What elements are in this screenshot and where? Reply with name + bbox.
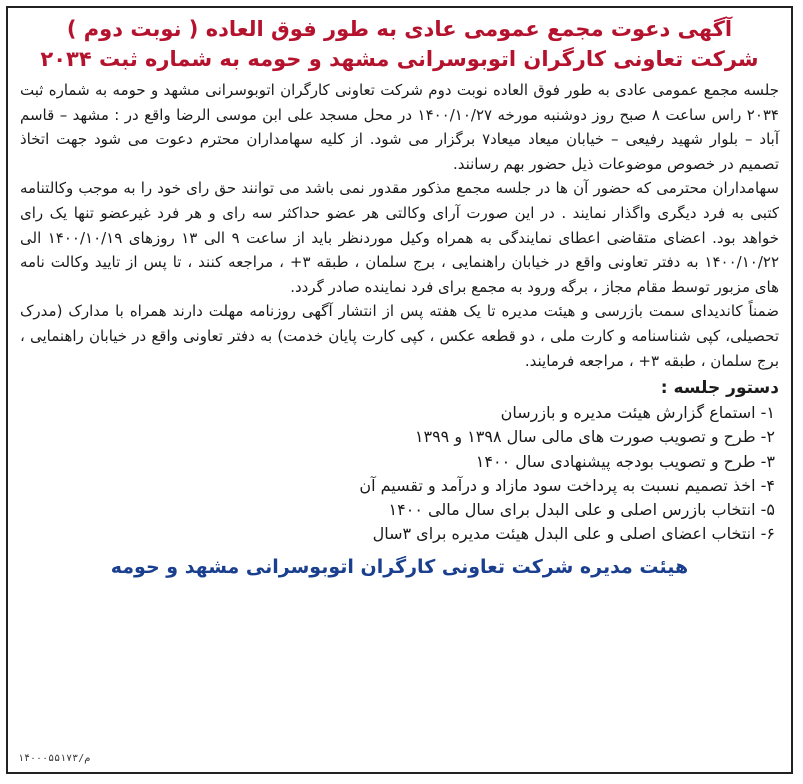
agenda-list <box>20 401 779 546</box>
candidates-paragraph: ضمناً کاندیدای سمت بازرسی و هیئت مدیره تا یک هفته پس از انتشار آگهی روزنامه مهلت دارند همراه با مدارک (مدرک تحصیلی، کپی شناسنامه و کارت ملی ، دو قطعه عکس ، کپی کارت پایان خدمت) به دفتر تعاونی واقع در خیابان راهنمایی ، برج سلمان ، طبقه ۳+ ، مراجعه فرمایند. <box>20 302 779 370</box>
notice-subheadline: شرکت تعاونی کارگران اتوبوسرانی مشهد و حومه به شماره ثبت ۲۰۳۴ <box>40 47 759 71</box>
notice-headline: آگهی دعوت مجمع عمومی عادی به طور فوق العاده ( نوبت دوم ) <box>66 17 733 41</box>
notice-body <box>20 78 779 373</box>
agenda-item: ۳- طرح و تصویب بودجه پیشنهادی سال ۱۴۰۰ <box>475 451 775 471</box>
agenda-item: ۱- استماع گزارش هیئت مدیره و بازرسان <box>500 403 775 423</box>
agenda-item: ۵- انتخاب بازرس اصلی و علی البدل برای سال مالی ۱۴۰۰ <box>388 499 775 519</box>
reference-code: م/۱۴۰۰۰۵۵۱۷۳ <box>18 753 91 764</box>
agenda-item: ۲- طرح و تصویب صورت های مالی سال ۱۳۹۸ و ۱۳۹۹ <box>414 427 775 447</box>
board-signature: هیئت مدیره شرکت تعاونی کارگران اتوبوسرانی مشهد و حومه <box>110 556 689 579</box>
agenda-title: دستور جلسه : <box>660 378 779 399</box>
proxy-paragraph: سهامداران محترمی که حضور آن ها در جلسه مجمع مذکور مقدور نمی باشد می توانند حق رای خود را به موجب وکالتنامه کتبی به فرد دیگری واگذار نمایند . در این صورت آرای وکالتی هر عضو حداکثر سه رای و هر فرد غیرعضو تنها یک رای خواهد بود. اعضای متقاضی اعطای نمایندگی به همراه وکیل موردنظر باید از ساعت ۹ الی ۱۳ روزهای ۱۴۰۰/۱۰/۱۹ الی ۱۴۰۰/۱۰/۲۲ به دفتر تعاونی واقع در خیابان راهنمایی ، برج سلمان ، طبقه ۳+ ، مراجعه کنند ، تا پس از تایید وکالت نامه های مزبور توسط مقام مجاز ، برگه ورود به مجمع برای فرد نماینده صادر گردد. <box>20 179 779 296</box>
agenda-item: ۶- انتخاب اعضای اصلی و علی البدل هیئت مدیره برای ۳سال <box>372 524 775 544</box>
agenda-item: ۴- اخذ تصمیم نسبت به پرداخت سود مازاد و درآمد و تقسیم آن <box>359 475 775 495</box>
invitation-paragraph: جلسه مجمع عمومی عادی به طور فوق العاده نوبت دوم شرکت تعاونی کارگران اتوبوسرانی مشهد و حومه به شماره ثبت ۲۰۳۴ راس ساعت ۸ صبح روز دوشنبه مورخه ۱۴۰۰/۱۰/۲۷ در محل مسجد علی ابن موسی الرضا واقع در : مشهد – قاسم آباد – بلوار شهید رفیعی – خیابان میعاد میعاد۷ برگزار می شود. از کلیه سهامداران محترم دعوت می شود جهت اتخاذ تصمیم در خصوص موضوعات ذیل حضور بهم رسانند. <box>20 81 779 173</box>
notice-frame <box>6 6 793 774</box>
